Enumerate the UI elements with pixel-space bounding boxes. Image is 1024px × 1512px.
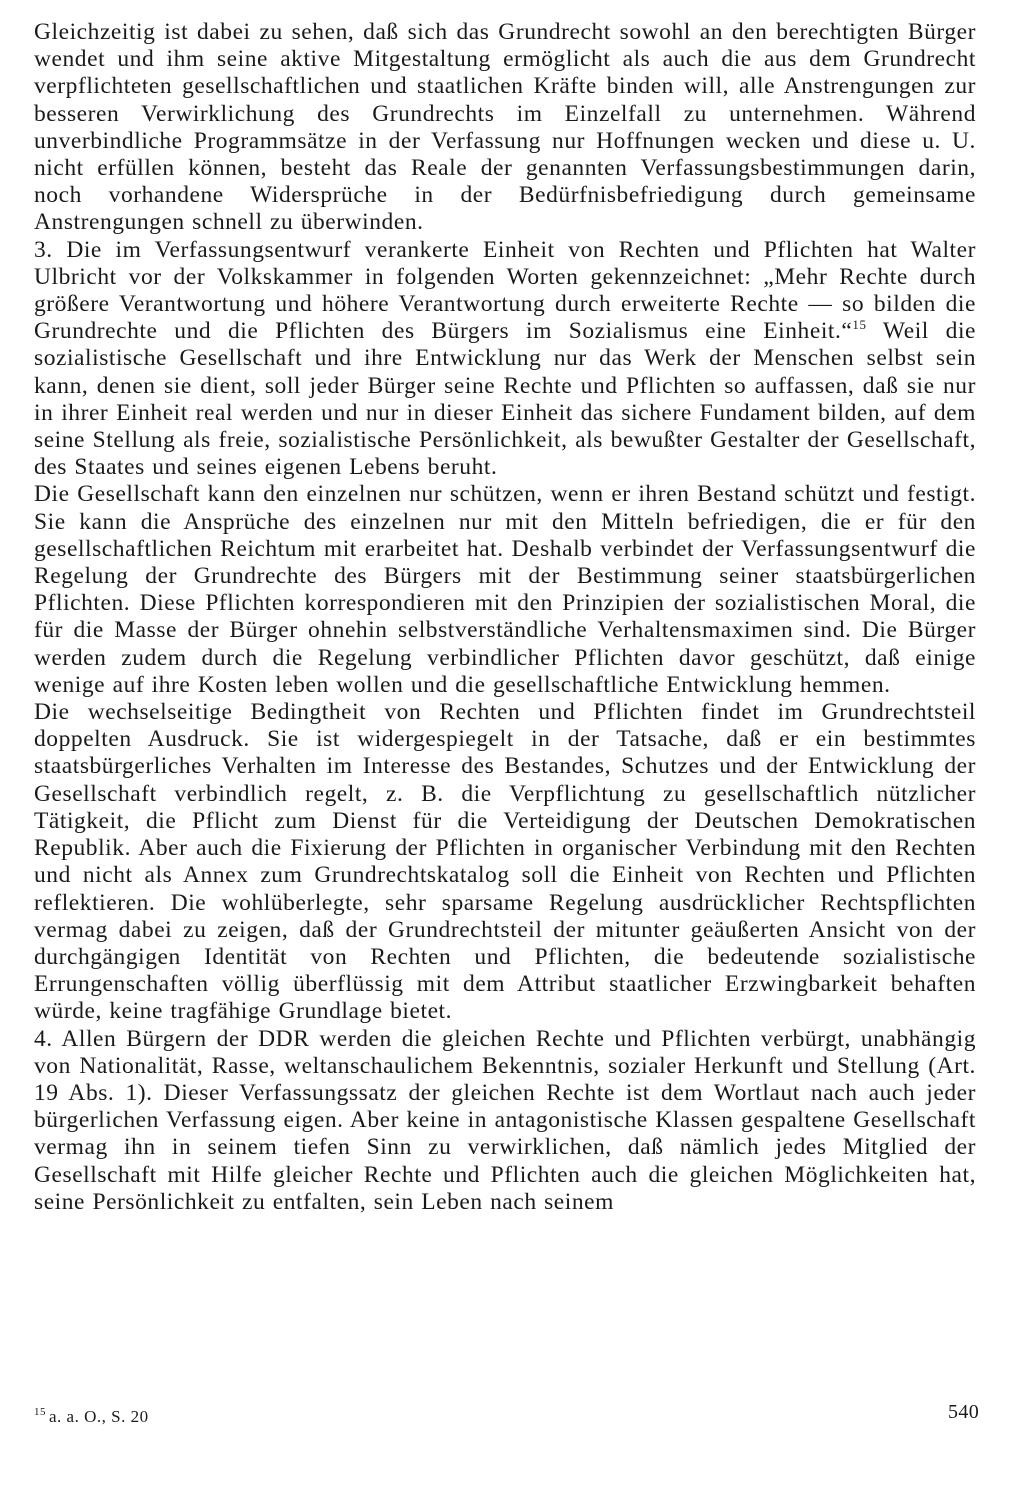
paragraph-1: Gleichzeitig ist dabei zu sehen, daß sich das Grundrecht sowohl an den berechtigten Bürger wendet und ihm seine aktive Mitgestaltung ermöglicht als auch die aus dem Grundrecht verpflichteten gesellschaftlichen und staatlichen Kräfte binden will, alle Anstrengungen zur besseren Verwirklichung des Grundrechts im Einzelfall zu unternehmen. Während unverbindliche Programmsätze in der Verfassung nur Hoffnungen wecken und diese u. U. nicht erfüllen können, besteht das Reale der genannten Verfassungsbestimmungen darin, noch vorhandene Widersprüche in der Bedürfnisbefriedigung durch gemeinsame Anstrengungen schnell zu überwinden. bbox=[34, 19, 976, 236]
page-number: 540 bbox=[948, 1401, 980, 1423]
footnote-text: a. a. O., S. 20 bbox=[49, 1407, 149, 1426]
paragraph-2 bbox=[34, 237, 976, 482]
footnote bbox=[34, 1407, 149, 1427]
page-body bbox=[34, 19, 976, 1216]
paragraph-4: Die wechselseitige Bedingtheit von Rechten und Pflichten findet im Grundrechtsteil doppelten Ausdruck. Sie ist widergespiegelt in der Tatsache, daß er ein bestimmtes staatsbürgerliches Verhalten im Interesse des Bestandes, Schutzes und der Entwicklung der Gesellschaft verbindlich regelt, z. B. die Verpflichtung zu gesellschaftlich nützlicher Tätigkeit, die Pflicht zum Dienst für die Verteidigung der Deutschen Demokratischen Republik. Aber auch die Fixierung der Pflichten in organischer Verbindung mit den Rechten und nicht als Annex zum Grundrechtskatalog soll die Einheit von Rechten und Pflichten reflektieren. Die wohlüberlegte, sehr sparsame Regelung ausdrücklicher Rechtspflichten vermag dabei zu zeigen, daß der Grundrechtsteil der mitunter geäußerten Ansicht von der durchgängigen Identität von Rechten und Pflichten, die bedeutende sozialistische Errungenschaften völlig überflüssig mit dem Attribut staatlicher Erzwingbarkeit behaften würde, keine tragfähige Grundlage bietet. bbox=[34, 699, 976, 1025]
paragraph-2-text-before: 3. Die im Verfassungsentwurf verankerte Einheit von Rechten und Pflichten hat Walter Ulbricht vor der Volkskammer in folgenden Worten gekennzeichnet: „Mehr Rechte durch größere Verantwortung und höhere Verantwortung durch erweiterte Rechte — so bilden die Grundrechte und die Pflichten des Bürgers im Sozialismus eine Einheit.“ bbox=[34, 236, 976, 345]
paragraph-5: 4. Allen Bürgern der DDR werden die gleichen Rechte und Pflichten verbürgt, unabhängig von Nationalität, Rasse, weltanschaulichem Bekenntnis, sozialer Herkunft und Stellung (Art. 19 Abs. 1). Dieser Verfassungssatz der gleichen Rechte ist dem Wortlaut nach auch jeder bürgerlichen Verfassung eigen. Aber keine in antagonistische Klassen gespaltene Gesellschaft vermag ihn in seinem tiefen Sinn zu verwirklichen, daß nämlich jedes Mitglied der Gesellschaft mit Hilfe gleicher Rechte und Pflichten auch die gleichen Möglichkeiten hat, seine Persönlichkeit zu entfalten, sein Leben nach seinem bbox=[34, 1025, 976, 1215]
footnote-number: 15 bbox=[34, 1406, 46, 1419]
paragraph-3: Die Gesellschaft kann den einzelnen nur schützen, wenn er ihren Bestand schützt und festigt. Sie kann die Ansprüche des einzelnen nur mit den Mitteln befriedigen, die er für den gesellschaftlichen Reichtum mit erarbeitet hat. Deshalb verbindet der Verfassungsentwurf die Regelung der Grundrechte des Bürgers mit der Bestimmung seiner staatsbürgerlichen Pflichten. Diese Pflichten korrespondieren mit den Prinzipien der sozialistischen Moral, die für die Masse der Bürger ohnehin selbstverständliche Verhaltensmaximen sind. Die Bürger werden zudem durch die Regelung verbindlicher Pflichten davor geschützt, daß einige wenige auf ihre Kosten leben wollen und die gesellschaftliche Entwicklung hemmen. bbox=[34, 481, 976, 698]
footnote-reference: 15 bbox=[852, 317, 867, 333]
paragraph-2-text-after: Weil die sozialistische Gesellschaft und ihre Entwicklung nur das Werk der Menschen selbst sein kann, denen sie dient, soll jeder Bürger seine Rechte und Pflichten so auffassen, daß sie nur in ihrer Einheit real werden und nur in dieser Einheit das sichere Fundament bilden, auf dem seine Stellung als freie, sozialistische Persönlichkeit, als bewußter Gestalter der Gesellschaft, des Staates und seines eigenen Lebens beruht. bbox=[34, 318, 977, 481]
